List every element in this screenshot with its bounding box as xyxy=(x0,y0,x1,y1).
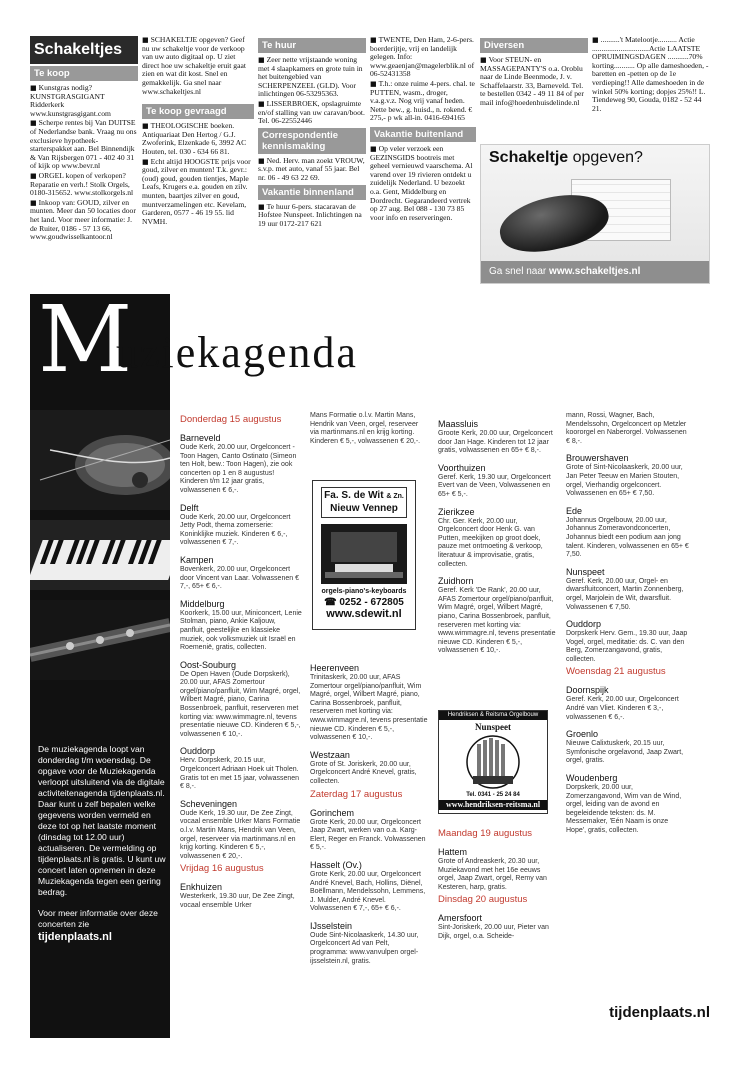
agenda-place: Kampen xyxy=(180,554,214,565)
bullet-square-icon: ■ xyxy=(258,156,265,165)
classified-text: THEOLOGISCHE boeken. Antiquariaat Den Hertog / G.J. Zwoferink, Elzenkade 6, 3992 AC Houten, tel. 030 - 634 66 81. xyxy=(142,121,247,156)
classified-text: Scherpe rentes bij Van DUITSE of Nederlandse bank. Vraag nu ons exclusieve hypotheek-starterspakket aan. Bel Binnendijk & Van Rijsbergen 071 - 402 40 31 of kijk op www.bevr.nl xyxy=(30,118,137,171)
agenda-date-heading: Donderdag 15 augustus xyxy=(180,414,282,425)
classified-ad xyxy=(30,199,138,242)
classified-text: Inkoop van: GOUD, zilver en munten. Meer dan 50 locaties door het land. Voor meer informatie: J. de Ruiter, 0186 - 57 13 66, www.goudwisselkantoor.nl xyxy=(30,197,136,242)
agenda-column-2b xyxy=(310,656,428,966)
classified-text: Voor STEUN- en MASSAGEPANTY'S o.a. Oroblu naar de Linde Beenmode, J. v. Schaffelaarstr. 33, Barneveld. Tel. te bestellen 0342 - 49 11 84 of per mail info@hoedenhuisdelinde.nl xyxy=(480,55,584,107)
bullet-square-icon: ■ xyxy=(142,157,149,166)
agenda-description: Geref. Kerk, 19.30 uur, Orgelconcert Evert van de Veen, Volwassenen en 65+ € 5,-. xyxy=(438,473,551,498)
agenda-column-2 xyxy=(310,412,428,446)
classified-ad xyxy=(370,145,476,222)
classified-list xyxy=(258,56,366,126)
classified-list xyxy=(480,56,588,108)
classified-ad xyxy=(258,56,366,99)
agenda-description: Dorpskerk Herv. Gem., 19.30 uur, Jaap Vogel, orgel, meditatie: ds. C. van den Berg, Zomerzangavond, gratis, collecten. xyxy=(566,630,688,663)
agenda-description: Mans Formatie o.l.v. Martin Mans, Hendrik van Veen, orgel, reserveer via martinmans.nl en krijg korting. Kinderen € 5,-, volwassenen € 20,-. xyxy=(310,412,421,445)
classifieds-column-2 xyxy=(142,36,254,286)
agenda-info xyxy=(38,744,166,943)
bullet-square-icon: ■ xyxy=(370,79,377,88)
ad-website-link[interactable]: www.sdewit.nl xyxy=(326,608,402,620)
agenda-description: Oude Kerk, 19.30 uur, De Zee Zingt, vocaal ensemble Urker Mans Formatie o.l.v. Martin Mans, Hendrik van Veen, orgel, reserveer via martinmans.nl en krijg korting. Kinderen € 5,-, volwassenen € 20,-. xyxy=(180,809,301,860)
classified-ad xyxy=(370,80,476,123)
agenda-description: Nieuwe Calixtuskerk, 20.15 uur, Symfonische orgelavond, Jaap Zwart, orgel, gratis. xyxy=(566,740,684,765)
agenda-column-4 xyxy=(566,412,690,836)
classified-list xyxy=(142,36,254,96)
bullet-square-icon: ■ xyxy=(30,198,37,207)
bullet-square-icon: ■ xyxy=(30,119,37,128)
agenda-place: Scheveningen xyxy=(180,798,238,809)
agenda-description: Oude Sint-Nicolaaskerk, 14.30 uur, Orgelconcert Ad van Pelt, programma: www.vanvulpen orgel-ijsselstein.nl, gratis. xyxy=(310,931,419,965)
classified-ad xyxy=(258,157,366,183)
agenda-place: Hattem xyxy=(438,847,468,857)
agenda-date-heading: Vrijdag 16 augustus xyxy=(180,863,264,875)
category-vakantie-buitenland: Vakantie buitenland xyxy=(370,127,476,142)
agenda-place: Hasselt (Ov.) xyxy=(310,859,362,870)
classified-ad xyxy=(480,56,588,108)
classified-ad xyxy=(370,36,476,79)
piano-photo xyxy=(30,520,170,590)
category-diversen: Diversen xyxy=(480,38,588,53)
agenda-place: Brouwershaven xyxy=(566,453,629,464)
agenda-description: Groote Kerk, 20.00 uur, Orgelconcert door Jan Hage. Kinderen tot 12 jaar gratis, volwassenen en 65+ € 8,-. xyxy=(438,430,553,455)
classified-text: Zeer nette vrijstaande woning met 4 slaapkamers en grote tuin in het buitengebied van SCHERPENZEEL (GLD). Voor inlichtingen 06-53295363. xyxy=(258,55,363,99)
agenda-description: mann, Rossi, Wagner, Bach, Mendelssohn, Orgelconcert op Metzler koororgel en Naberorgel. Volwassenen € 8,-. xyxy=(566,412,687,445)
agenda-description: Grote Kerk, 20.00 uur, Orgelconcert Jaap Zwart, werken van o.a. Karg-Elert, Reger en Franck. Volwassenen € 5,-. xyxy=(310,818,426,852)
classifieds-section xyxy=(30,36,710,286)
brand-title: Schakeltjes xyxy=(30,36,138,64)
agenda-description: Dorpskerk, 20.00 uur, Zomerzangavond, Wim van de Wind, orgel, leiding van de avond en begeleidende teksten: ds. M. Messemaker, 'Eén Naam is onze Hope', gratis, collecten. xyxy=(566,784,682,834)
classified-ad xyxy=(30,119,138,171)
bullet-square-icon: ■ xyxy=(370,36,377,44)
agenda-place: Groenlo xyxy=(566,729,599,740)
classified-text: T.h.: onze ruime 4-pers. chal. te PUTTEN, wasm., droger, v.a.g.v.z. Nog vrij vanaf heden. Nette bew., g. huisd., n. rokend. € 275,- p wk all-in. 0416-694165 xyxy=(370,78,475,123)
agenda-column-3b xyxy=(438,826,556,942)
bullet-square-icon: ■ xyxy=(142,122,149,131)
category-te-koop-gevraagd: Te koop gevraagd xyxy=(142,104,254,119)
classifieds-column-5 xyxy=(480,36,588,136)
agenda-title: uziekagenda xyxy=(116,328,358,377)
agenda-date-heading: Zaterdag 17 augustus xyxy=(310,788,403,800)
agenda-description: De Open Haven (Oude Dorpskerk), 20.00 uur, AFAS Zomertour orgel/piano/panfluit, Wim Magré, orgel, Wilbert Magré, piano, Carina Bossenbroek, panfluit, reserveren met korting via: www.wimmagre.nl, tevens presentatie nieuwe CD. Kinderen € 5,-, volwassenen € 10,-. xyxy=(180,670,301,738)
classified-list xyxy=(370,145,476,222)
classified-list xyxy=(258,203,366,229)
agenda-place: IJsselstein xyxy=(310,920,353,931)
agenda-date-heading: Dinsdag 20 augustus xyxy=(438,894,528,906)
organ-photo xyxy=(321,524,407,584)
ad-city: Nunspeet xyxy=(474,722,511,732)
agenda-place: Gorinchem xyxy=(310,807,355,818)
agenda-place: Doornspijk xyxy=(566,685,609,696)
agenda-description: Westerkerk, 19.30 uur, De Zee Zingt, vocaal ensemble Urker xyxy=(180,893,295,909)
agenda-date-heading: Woensdag 21 augustus xyxy=(566,666,666,678)
agenda-place: Ouddorp xyxy=(566,619,602,630)
bullet-square-icon: ■ xyxy=(258,56,265,64)
classified-list xyxy=(30,84,138,242)
info-text-2: Voor meer informatie over deze concerten zie xyxy=(38,908,158,929)
classified-text: Echt altijd HOOGSTE prijs voor goud, zilver en munten! T.k. gevr.: (oud) goud, gouden tientjes, Maple Leafs, Krugers e.a. gouden en zilv. munten, baartjes zilver en goud, muntverzamelingen etc. Kevelam, Garderen, 0577 - 46 19 55. lid NVMH. xyxy=(142,156,251,226)
ad-phone: Tel. 0341 - 25 24 84 xyxy=(466,792,520,798)
bullet-square-icon: ■ xyxy=(30,84,37,92)
schakeltje-ad[interactable] xyxy=(480,144,710,284)
category-vakantie-binnenland: Vakantie binnenland xyxy=(258,185,366,200)
agenda-place: Zuidhorn xyxy=(438,576,474,587)
classified-text: Te huur 6-pers. stacaravan de Hofstee Nunspeet. Inlichtingen na 19 uur 0172-217 621 xyxy=(258,201,362,228)
bullet-square-icon: ■ xyxy=(592,36,599,44)
bullet-square-icon: ■ xyxy=(142,36,149,44)
classified-list xyxy=(592,36,710,113)
agenda-description: Grote of Sint-Nicolaaskerk, 20.00 uur, Jan Peter Teeuw en Marien Stouten, orgel, Vierhandig orgelconcert. Volwassenen en 65+ € 7,50. xyxy=(566,464,683,498)
ad-header: Fa. S. de Wit & Zn. Nieuw Vennep xyxy=(321,487,407,518)
agenda-place: Heerenveen xyxy=(310,663,360,673)
classified-text: Ned. Herv. man zoekt VROUW, s.v.p. met auto, vanaf 55 jaar. Bel nr. 06 - 49 63 22 69. xyxy=(258,155,365,182)
agenda-place: Ede xyxy=(566,505,583,516)
ad-title: Schakeltje opgeven? xyxy=(489,149,643,166)
ad-link[interactable]: www.schakeltjes.nl xyxy=(549,266,641,277)
agenda-description: Geref. Kerk, 20.00 uur, Orgelconcert André van Vliet. Kinderen € 3,-, volwassenen € 6,-. xyxy=(566,696,679,721)
classifieds-column-4 xyxy=(370,36,476,286)
info-site-link[interactable]: tijdenplaats.nl xyxy=(38,931,112,943)
agenda-place: Enkhuizen xyxy=(180,882,223,893)
classified-ad xyxy=(258,203,366,229)
bullet-square-icon: ■ xyxy=(480,56,487,64)
agenda-description: Geref. Kerk, 20.00 uur, Orgel- en dwarsfluitconcert, Martin Zonnenberg, orgel, Marjolein de Wit, dwarsfluit. Volwassenen € 7,50. xyxy=(566,577,684,611)
classified-ad xyxy=(592,36,710,113)
classified-ad xyxy=(258,100,366,126)
agenda-description: Grote of St. Joriskerk, 20.00 uur, Orgelconcert André Knevel, gratis, collecten. xyxy=(310,760,417,785)
clarinet-photo xyxy=(30,600,170,680)
ad-bar: Ga snel naar www.schakeltjes.nl xyxy=(481,261,709,283)
ad-phone: ☎ 0252 - 672805 xyxy=(324,597,404,608)
classified-text: Op veler verzoek een GEZINSGIDS bootreis met geheel vernieuwd vaarschema. Al varend over 19 rivieren ontdekt u zuidelijk Nederland. U bezoekt o.a. Gent, Middelburg en Dordrecht. Gegarandeerd vertrek op 27 aug. Bel 088 - 130 73 85 voor info en reserveringen. xyxy=(370,143,473,222)
ad-header: Hendriksen & Reitsma Orgelbouw xyxy=(439,711,547,720)
classified-text: ORGEL kopen of verkopen? Reparatie en verh.! Stolk Orgels, 0180-315652. www.stolkorgels.nl xyxy=(30,170,134,198)
agenda-place: Voorthuizen xyxy=(438,462,486,473)
classified-ad xyxy=(142,36,254,96)
agenda-description: Johannus Orgelbouw, 20.00 uur, Johannus Zomeravondconcerten, Johannus biedt een podium aan jong talent. Kinderen, volwassenen en 65+ € 7,50. xyxy=(566,516,689,559)
agenda-description: Geref. Kerk 'De Rank', 20.00 uur, AFAS Zomertour orgel/piano/panfluit, Wim Magré, orgel, Wilbert Magré, piano, Carina Bossenbroek, panfluit, reserveren met korting via: www.wimmagre.nl, tevens presentatie nieuwe CD. Kinderen € 5,-, volwassenen € 10,-. xyxy=(438,587,556,655)
category-te-huur: Te huur xyxy=(258,38,366,53)
agenda-description: Oude Kerk, 20.00 uur, Orgelconcert -Toon Hagen, Canto Ostinato (Simeon ten Holt, bew.: Toon Hagen), zie ook concerten op 1 en 8 augustus! Kinderen t/m 12 jaar gratis, volwassenen € 6,-. xyxy=(180,444,297,494)
classified-list xyxy=(370,36,476,123)
classified-ad xyxy=(142,158,254,227)
agenda-column-3 xyxy=(438,412,556,656)
category-correspondentie: Correspondentie kennismaking xyxy=(258,128,366,154)
agenda-description: Chr. Ger. Kerk, 20.00 uur, Orgelconcert door Henk G. van Putten, meekijken op groot doek, pauze met ontmoeting & verkoop, literatuur & improvisatie, gratis, collecten. xyxy=(438,517,543,568)
classified-text: LISSERBROEK, opslagruimte en/of stalling van uw caravan/boot. Tel. 06-22552446 xyxy=(258,98,365,126)
agenda-description: Sint-Joriskerk, 20.00 uur, Pieter van Dijk, orgel, o.a. Scheide- xyxy=(438,924,549,940)
agenda-place: Woudenberg xyxy=(566,773,618,784)
agenda-description: Grote Kerk, 20.00 uur, Orgelconcert André Knevel, Bach, Hollins, Diënel, Boëllmann, Mendelssohn, Lemmens, J. Mulder, André Knevel. Volwassenen € 7,-, 65+ € 6,-. xyxy=(310,870,426,913)
title-initial: M xyxy=(38,286,133,393)
info-text: De muziekagenda loopt van donderdag t/m woensdag. De opgave voor de Muziekagenda verloopt uitsluitend via de digitale activiteitenagenda tijdenplaats.nl. Daar kunt u zelf bepalen welke gegevens worden vermeld en deze tot op het laatste moment (dinsdag tot 12.00 uur) actualiseren. De vermelding op tijdenplaats.nl is gratis. U kunt uw concert laten opnemen in deze Muziekagenda tegen een gering bedrag. xyxy=(38,744,166,897)
bullet-square-icon: ■ xyxy=(370,144,377,153)
agenda-description: Koorkerk, 15.00 uur, Miniconcert, Lenie Stolman, piano, Ankie Kaljouw, panfluit, geestelijke en klassieke muziek, ook volksmuziek uit Israël en Roemenië, gratis, collecten. xyxy=(180,609,302,652)
agenda-date-heading: Maandag 19 augustus xyxy=(438,828,533,839)
classified-ad xyxy=(30,172,138,198)
classifieds-column-1 xyxy=(30,36,138,286)
footer-site-link[interactable]: tijdenplaats.nl xyxy=(609,1004,710,1021)
classified-text: Kunstgras nodig? KUNSTGRASGIGANT Ridderkerk www.kunstgrasgigant.com xyxy=(30,83,111,118)
agenda-place: Ouddorp xyxy=(180,746,216,757)
classified-text: ..........'t Matelootje.......... Actie ..............................Actie LAATSTE OPRUIMINGSDAGEN ...........70% korting........... Op alle dameshoeden, -baretten en -petten op de 1e verdieping!! Alle dameshoeden in de winkel 50% korting; dopjes 25%!! L. Tiendeweg 90, Gouda, 0182 - 52 44 21. xyxy=(592,36,709,113)
de-wit-ad[interactable] xyxy=(312,480,416,630)
bullet-square-icon: ■ xyxy=(30,171,37,180)
agenda-place: Delft xyxy=(180,502,199,513)
violin-photo xyxy=(30,410,170,510)
bullet-square-icon: ■ xyxy=(258,202,265,211)
classified-text: TWENTE, Den Ham, 2-6-pers. boerderijtje, vrij en landelijk gelegen. Info: www.geaenjan@magelerblik.nl of 06-52431358 xyxy=(370,36,475,79)
agenda-description: Grote of Andreaskerk, 20.30 uur, Muziekavond met het 16e eeuws orgel, Jaap Zwart, orgel, Remy van Kesteren, harp, gratis. xyxy=(438,858,547,891)
agenda-description: Herv. Dorpskerk, 20.15 uur, Orgelconcert Adriaan Hoek uit Tholen. Gratis tot en met 15 jaar, volwassenen € 8,-. xyxy=(180,757,300,791)
ad-tagline: orgels-piano's-keyboards xyxy=(321,588,407,595)
category-te-koop: Te koop xyxy=(30,66,138,81)
agenda-place: Nunspeet xyxy=(566,566,605,577)
classifieds-column-6 xyxy=(592,36,710,136)
organ-pipes-photo xyxy=(449,734,537,790)
classified-text: SCHAKELTJE opgeven? Geef nu uw schakeltje voor de verkoop van uw auto digitaal op. U ziet direct hoe uw schakeltje eruit gaat zien en wat dit kost. Snel en gemakkelijk. Ga snel naar www.schakeltjes.nl xyxy=(142,36,246,96)
agenda-column-1 xyxy=(180,412,302,911)
classified-ad xyxy=(142,122,254,156)
bullet-square-icon: ■ xyxy=(258,99,265,108)
classifieds-column-3 xyxy=(258,36,366,286)
agenda-place: Maassluis xyxy=(438,419,479,429)
agenda-place: Barneveld xyxy=(180,433,221,443)
agenda-description: Oude Kerk, 20.00 uur, Orgelconcert Jetty Podt, thema zomerserie: Koninklijke muziek. Kinderen € 6,-, volwassenen € 7,-. xyxy=(180,513,291,547)
agenda-place: Westzaan xyxy=(310,749,350,760)
agenda-description: Bovenkerk, 20.00 uur, Orgelconcert door Vincent van Laar. Volwassenen € 7,-, 65+ € 6,-. xyxy=(180,565,299,591)
agenda-place: Oost-Souburg xyxy=(180,659,237,670)
agenda-description: Trinitaskerk, 20.00 uur, AFAS Zomertour orgel/piano/panfluit, Wim Magré, orgel, Wilbert Magré, piano, Carina Bossenbroek, panfluit, reserveren met korting via: www.wimmagre.nl, tevens presentatie nieuwe CD. Kinderen € 5,-, volwassenen € 10,-. xyxy=(310,674,428,742)
agenda-place: Amersfoort xyxy=(438,913,483,924)
agenda-place: Zierikzee xyxy=(438,506,475,517)
classified-list xyxy=(258,157,366,183)
classified-list xyxy=(142,122,254,226)
hendriksen-reitsma-ad[interactable] xyxy=(438,710,548,814)
ad-website-link[interactable]: www.hendriksen-reitsma.nl xyxy=(439,800,547,810)
classified-ad xyxy=(30,84,138,118)
agenda-place: Middelburg xyxy=(180,598,225,609)
